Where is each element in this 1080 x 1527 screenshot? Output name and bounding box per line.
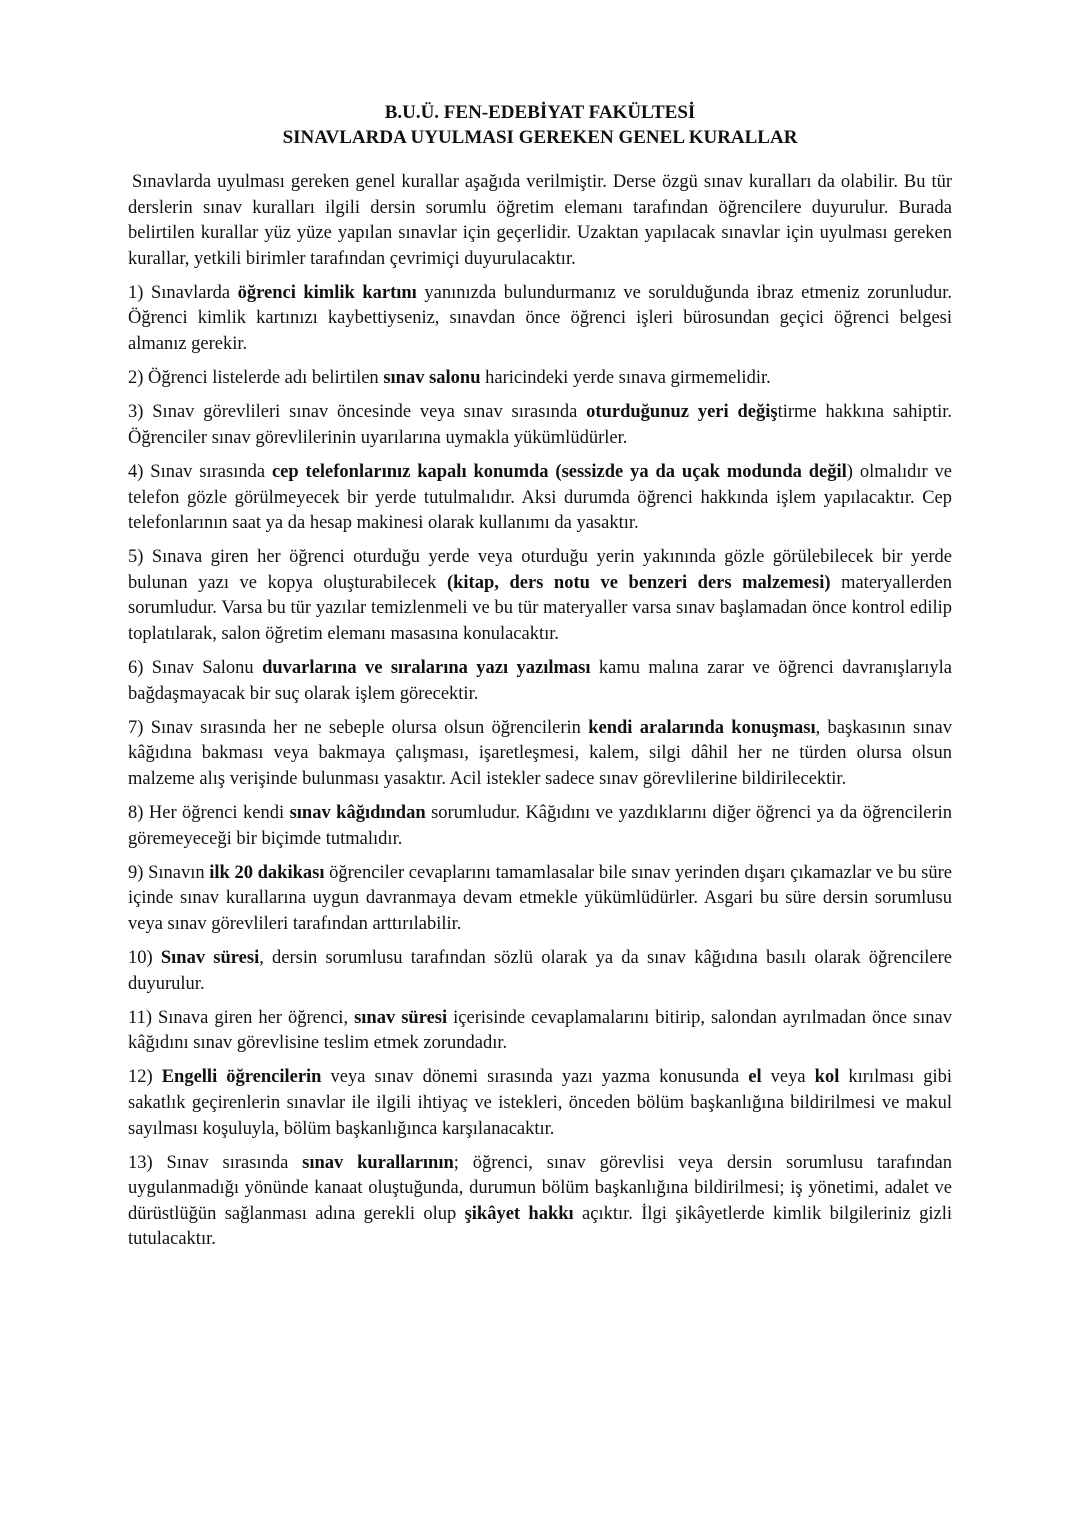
rules-list [128, 281, 952, 1253]
rule-emphasis: kendi aralarında konuşması [588, 717, 816, 738]
rule-text: yanınızda bulundurmanız ve sorulduğunda ibraz etmeniz zorunludur. Öğrenci kimlik kartınızı kaybettiyseniz, sınavdan önce öğrenci işleri bürosundan geçici öğrenci belgesi almanız gerekir. [128, 282, 952, 355]
rule-paragraph-3 [128, 400, 952, 451]
rule-emphasis: el [748, 1067, 762, 1088]
rule-text: , dersin sorumlusu tarafından sözlü olarak ya da sınav kâğıdına basılı olarak öğrencilere duyurulur. [128, 948, 953, 994]
rule-emphasis: duvarlarına ve sıralarına yazı yazılması [262, 658, 591, 679]
rule-text: kamu malına zarar ve öğrenci davranışlarıyla bağdaşmayacak bir suç olarak işlem görecektir. [128, 658, 953, 704]
rule-emphasis: şikâyet hakkı [464, 1203, 574, 1224]
rule-text: 6) Sınav Salonu [128, 658, 263, 679]
rule-emphasis: ilk 20 dakikası [209, 862, 325, 883]
intro-paragraph: Sınavlarda uyulması gereken genel kurallar aşağıda verilmiştir. Derse özgü sınav kuralları da olabilir. Bu tür derslerin sınav kuralları ilgili dersin sorumlu öğretim elemanı tarafından öğrencilere duyurulur. Burada belirtilen kurallar yüz yüze yapılan sınavlar için geçerlidir. Uzaktan yapılacak sınavlar için uyulması gereken kurallar, yetkili birimler tarafından çevrimiçi duyurulacaktır. [128, 172, 952, 269]
document-page [128, 100, 952, 1262]
rule-paragraph-1 [128, 281, 952, 358]
rule-text: 9) Sınavın [128, 862, 210, 883]
rule-text: materyallerden sorumludur. Varsa bu tür yazılar temizlenmeli ve bu tür materyaller varsa sınav başlamadan önce kontrol edilip toplatılarak, salon öğretim elemanı masasına konulacaktır. [128, 572, 953, 644]
rule-text: öğrenciler cevaplarını tamamlasalar bile sınav yerinden dışarı çıkamazlar ve bu süre içinde sınav kurallarına uygun davranmaya devam etmekle yükümlüdürler. Asgari bu süre dersin sorumlusu veya sınav görevlileri tarafından arttırılabilir. [128, 862, 952, 934]
rule-text: haricindeki yerde sınava girmemelidir. [480, 368, 771, 389]
rule-emphasis: öğrenci kimlik kartını [237, 282, 417, 303]
rule-text: 8) Her öğrenci kendi [128, 803, 290, 824]
rule-text: tirme hakkına sahiptir. Öğrenciler sınav görevlilerinin uyarılarına uymakla yükümlüdürler. [128, 402, 952, 448]
rule-text: kırılması gibi sakatlık geçirenlerin sınavlar ile ilgili ihtiyaç ve istekleri, önceden bölüm başkanlığına bildirilmesi ve makul sayılması koşuluyla, bölüm başkanlığınca karşılanacaktır. [128, 1067, 952, 1139]
rule-paragraph-8 [128, 801, 952, 852]
rule-text: veya [761, 1067, 815, 1088]
rule-text: ) olmalıdır ve telefon gözle görülmeyecek bir yerde tutulmalıdır. Aksi durumda öğrenci hakkında işlem yapılacaktır. Cep telefonlarının saat ya da hesap makinesi olarak kullanımı da yasaktır. [128, 461, 952, 534]
rule-text: 4) Sınav sırasında [128, 461, 272, 482]
rule-paragraph-4 [128, 460, 952, 537]
rule-emphasis: sınav süresi [354, 1007, 448, 1028]
rule-paragraph-9 [128, 861, 952, 938]
rule-text: 13) Sınav sırasında [128, 1152, 303, 1173]
rule-emphasis: (kitap, ders notu ve benzeri ders malzemesi) [446, 572, 831, 593]
rule-paragraph-12 [128, 1065, 952, 1142]
rule-text: 2) Öğrenci listelerde adı belirtilen [128, 368, 384, 389]
rule-text: 7) Sınav sırasında her ne sebeple olursa olsun öğrencilerin [128, 717, 589, 738]
rule-paragraph-5 [128, 545, 952, 647]
rules-title: SINAVLARDA UYULMASI GEREKEN GENEL KURALLAR [282, 127, 798, 148]
rule-text: içerisinde cevaplamalarını bitirip, salondan ayrılmadan önce sınav kâğıdını sınav görevlisine teslim etmek zorundadır. [128, 1007, 953, 1054]
rule-paragraph-7 [128, 716, 952, 793]
rule-paragraph-13 [128, 1151, 952, 1253]
rule-text: 1) Sınavlarda [128, 282, 238, 303]
faculty-title: B.U.Ü. FEN-EDEBİYAT FAKÜLTESİ [384, 102, 696, 123]
rule-text: sorumludur. Kâğıdını ve yazdıklarını diğer öğrenci ya da öğrencilerin göremeyeceği bir biçimde tutmalıdır. [128, 803, 952, 849]
rule-text: , başkasının sınav kâğıdına bakması veya bakmaya çalışması, işaretleşmesi, kalem, silgi dâhil her ne türden olursa olsun malzeme alış verişinde bulunması yasaktır. Acil istekler sadece sınav görevlilerine bildirilecektir. [128, 717, 952, 789]
rule-paragraph-6 [128, 656, 952, 707]
rule-emphasis: sınav salonu [383, 368, 481, 389]
rule-text: 3) Sınav görevlileri sınav öncesinde veya sınav sırasında [128, 402, 587, 423]
rule-paragraph-10 [128, 946, 952, 997]
rule-emphasis: Sınav süresi [160, 948, 260, 969]
rule-text: veya sınav dönemi sırasında yazı yazma konusunda [321, 1067, 749, 1088]
rule-text: 12) [128, 1067, 162, 1088]
document-header [128, 100, 952, 150]
rule-paragraph-11 [128, 1006, 952, 1057]
rule-text: 11) Sınava giren her öğrenci, [128, 1007, 355, 1028]
rule-emphasis: sınav kâğıdından [289, 803, 426, 824]
rule-text: 5) Sınava giren her öğrenci oturduğu yerde veya oturduğu yerin yakınında gözle görülebilecek bir yerde bulunan yazı ve kopya oluşturabilecek [128, 547, 952, 593]
rule-text: açıktır. İlgi şikâyetlerde kimlik bilgileriniz gizli tutulacaktır. [128, 1203, 952, 1250]
rule-text: ; öğrenci, sınav görevlisi veya dersin sorumlusu tarafından uygulanmadığı yönünde kanaat oluştuğunda, durumun bölüm başkanlığına bildirilmesi; iş yönetimi, adalet ve dürüstlüğün sağlanması adına gerekli olup [128, 1152, 952, 1224]
rule-text: 10) [128, 948, 161, 969]
rule-emphasis: Engelli öğrencilerin [161, 1067, 322, 1088]
rule-emphasis: sınav kurallarının [302, 1152, 454, 1173]
rule-emphasis: kol [814, 1067, 840, 1088]
rule-emphasis: oturduğunuz yeri değiş [586, 402, 778, 423]
rule-emphasis: cep telefonlarınız kapalı konumda (sessizde ya da uçak modunda değil [271, 461, 847, 482]
rule-paragraph-2 [128, 366, 952, 392]
